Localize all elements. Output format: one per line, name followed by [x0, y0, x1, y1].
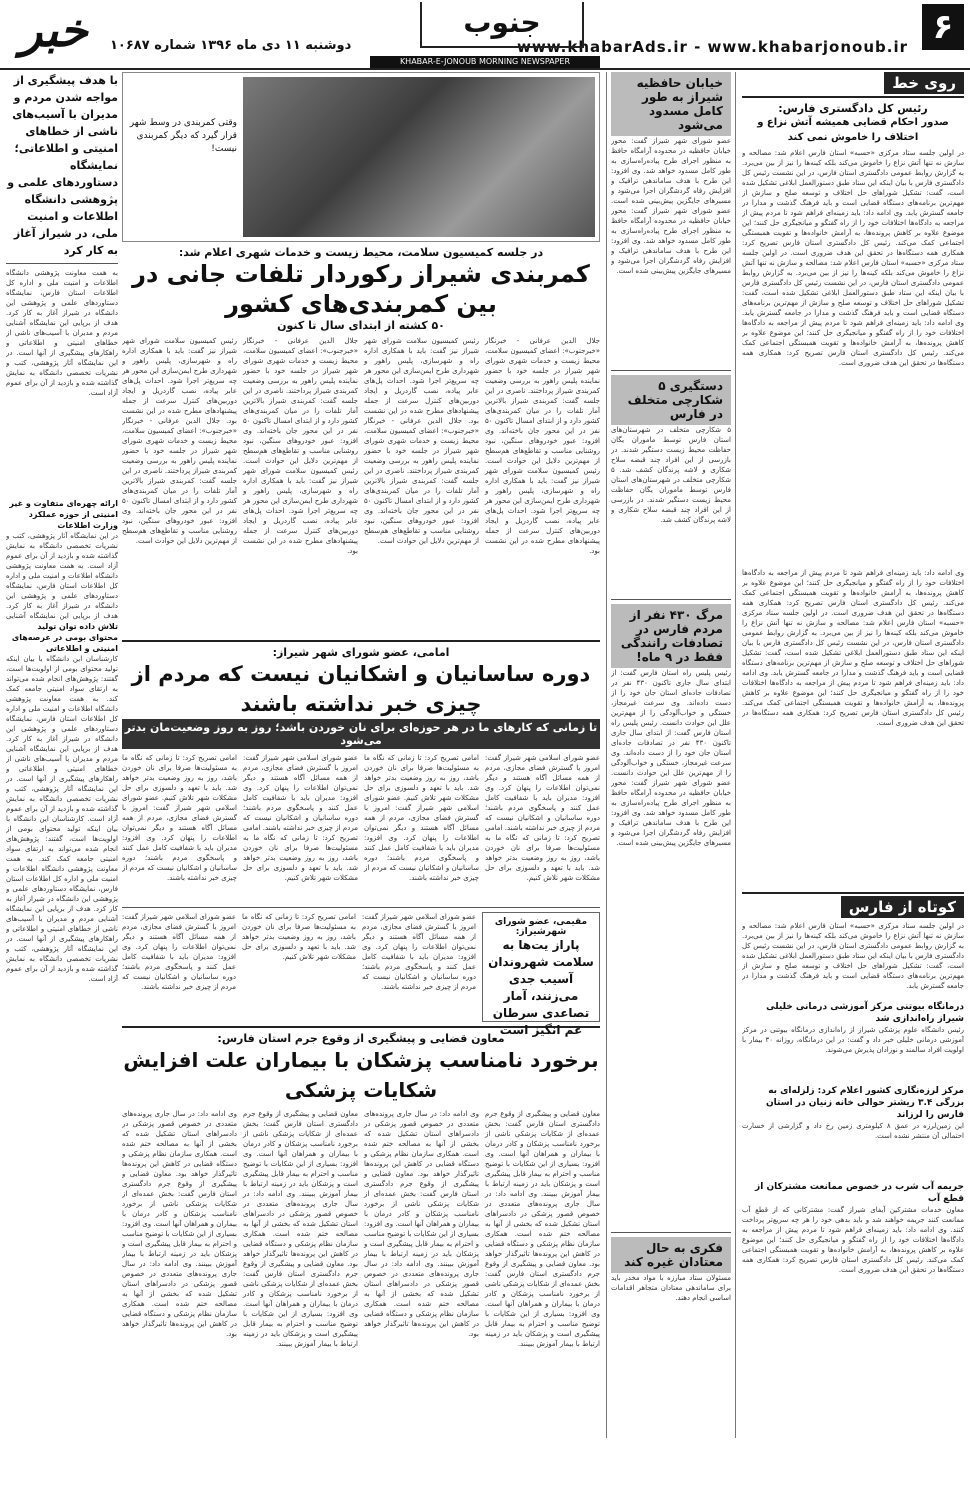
brief-body: این زمین‌لرزه در عمق ۸ کیلومتری زمین رخ داد و گزارشی از خسارت احتمالی آن منتشر نشده است. — [742, 1122, 964, 1140]
photo-caption: وقتی کمربندی در وسط شهر قرار گیرد که دیگر کمربندی نیست! — [129, 118, 237, 154]
story-headline: مرگ ۴۳۰ نفر از مردم فارس در تصادفات رانندگی فقط در ۹ ماه! — [611, 604, 731, 668]
story-body: کارشناسان این دانشگاه با بیان اینکه تولید محتوای بومی از اولویت‌ها است، گفتند: پژوهش‌های انجام شده می‌تواند به ارتقای سواد امنیتی جامعه کمک کند. به همت معاونت پژوهشی دانشگاه اطلاعات و امنیت ملی و اداره کل اطلاعات استان فارس، نمایشگاه دستاوردهای علمی و پژوهشی این دانشگاه در شیراز آغاز به کار کرد. هدف از برپایی این نمایشگاه آشنایی مردم و مدیران با آسیب‌های ناشی از خطاهای امنیتی و اطلاعاتی و راهکارهای پیشگیری از آنها است. در این نمایشگاه آثار پژوهشی، کتب و نشریات تخصصی دانشگاه به نمایش گذاشته شده و بازدید از آن برای عموم آزاد است. کارشناسان این دانشگاه با بیان اینکه تولید محتوای بومی از اولویت‌ها است، گفتند: پژوهش‌های انجام شده می‌تواند به ارتقای سواد امنیتی جامعه کمک کند. به همت معاونت پژوهشی دانشگاه اطلاعات و امنیت ملی و اداره کل اطلاعات استان فارس، نمایشگاه دستاوردهای علمی و پژوهشی این دانشگاه در شیراز آغاز به کار کرد. هدف از برپایی این نمایشگاه آشنایی مردم و مدیران با آسیب‌های ناشی از خطاهای امنیتی و اطلاعاتی و راهکارهای پیشگیری از آنها است. در این نمایشگاه آثار پژوهشی، کتب و نشریات تخصصی دانشگاه به نمایش گذاشته شده و بازدید از آن برای عموم آزاد است. — [6, 655, 118, 983]
story-headline: دستگیری ۵ شکارچی متخلف در فارس — [611, 375, 731, 425]
right-column: روی خط رئیس کل دادگستری فارس: صدور احکام قضایی همیشه آتش نزاع و اختلاف را خاموش نمی کند در اولین جلسه ستاد مرکزی «حسبه» استان فارس اعلام شد: مصالحه و سازش نه تنها آتش نزاع را خاموش می‌کند بلکه کینه‌ها را نیز از بین می‌برد. به گزارش روابط عمومی دادگستری استان فارس، در این نشست رئیس کل دادگستری فارس با بیان اینکه این ستاد طبق دستورالعمل ابلاغی تشکیل شده است، گفت: تشکیل شوراهای حل اختلاف و توسعه صلح و سازش از مهم‌ترین برنامه‌های دستگاه قضایی است و باید فرهنگ گذشت و مدارا در جامعه گسترش یابد. وی ادامه داد: باید زمینه‌ای فراهم شود تا مردم پیش از مراجعه به دادگاه‌ها اختلافات خود را از راه گفتگو و میانجیگری حل کنند؛ این موضوع علاوه بر کاهش پرونده‌ها، به آرامش خانواده‌ها و تقویت همبستگی اجتماعی کمک می‌کند. رئیس کل دادگستری استان فارس تصریح کرد: همکاری همه دستگاه‌ها در تحقق این هدف ضروری است. در اولین جلسه ستاد مرکزی «حسبه» استان فارس اعلام شد: مصالحه و سازش نه تنها آتش نزاع را خاموش می‌کند بلکه کینه‌ها را نیز از بین می‌برد. به گزارش روابط عمومی دادگستری استان فارس، در این نشست رئیس کل دادگستری فارس با بیان اینکه این ستاد طبق دستورالعمل ابلاغی تشکیل شده است، گفت: تشکیل شوراهای حل اختلاف و توسعه صلح و سازش از مهم‌ترین برنامه‌های دستگاه قضایی است و باید فرهنگ گذشت و مدارا در جامعه گسترش یابد. وی ادامه داد: باید زمینه‌ای فراهم شود تا مردم پیش از مراجعه به دادگاه‌ها اختلافات خود را از راه گفتگو و میانجیگری حل کنند؛ این موضوع علاوه بر کاهش پرونده‌ها، به آرامش خانواده‌ها و تقویت همبستگی اجتماعی کمک می‌کند. رئیس کل دادگستری استان فارس تصریح کرد: همکاری همه دستگاه‌ها در تحقق این هدف ضروری است. وی ادامه داد: باید زمینه‌ای فراهم شود تا مردم پیش از مراجعه به دادگاه‌ها اختلافات خود را از راه گفتگو و میانجیگری حل کنند؛ این موضوع علاوه بر کاهش پرونده‌ها، به آرامش خانواده‌ها و تقویت همبستگی اجتماعی کمک می‌کند. رئیس کل دادگستری استان فارس تصریح کرد: همکاری همه دستگاه‌ها در تحقق این هدف ضروری است. در اولین جلسه ستاد مرکزی «حسبه» استان فارس اعلام شد: مصالحه و سازش نه تنها آتش نزاع را خاموش می‌کند بلکه کینه‌ها را نیز از بین می‌برد. به گزارش روابط عمومی دادگستری استان فارس، در این نشست رئیس کل دادگستری فارس با بیان اینکه این ستاد طبق دستورالعمل ابلاغی تشکیل شده است، گفت: تشکیل شوراهای حل اختلاف و توسعه صلح و سازش از مهم‌ترین برنامه‌های دستگاه قضایی است و باید فرهنگ گذشت و مدارا در جامعه گسترش یابد. وی ادامه داد: باید زمینه‌ای فراهم شود تا مردم پیش از مراجعه به دادگاه‌ها اختلافات خود را از راه گفتگو و میانجیگری حل کنند؛ این موضوع علاوه بر کاهش پرونده‌ها، به آرامش خانواده‌ها و تقویت همبستگی اجتماعی کمک می‌کند. رئیس کل دادگستری استان فارس تصریح کرد: همکاری همه دستگاه‌ها در تحقق این هدف ضروری است. کوتاه از فارس در اولین جلسه ستاد مرکزی «حسبه» استان فارس اعلام شد: مصالحه و سازش نه تنها آتش نزاع را خاموش می‌کند بلکه کینه‌ها را نیز از بین می‌برد. به گزارش روابط عمومی دادگستری استان فارس، در این نشست رئیس کل دادگستری فارس با بیان اینکه این ستاد طبق دستورالعمل ابلاغی تشکیل شده است، گفت: تشکیل شوراهای حل اختلاف و توسعه صلح و سازش از مهم‌ترین برنامه‌های دستگاه قضایی است و باید فرهنگ گذشت و مدارا در جامعه گسترش یابد. درمانگاه بیوتنی مرکز آموزشی درمانی خلیلی شیراز راه‌اندازی شد رئیس دانشگاه علوم پزشکی شیراز از راه‌اندازی درمانگاه بیوتنی در مرکز آموزشی درمانی خلیلی خبر داد و گفت: در این درمانگاه، روزانه ۳۰ بیمار با اولویت افراد سالمند و نوزادان پذیرش می‌شوند. مرکز لرزه‌نگاری کشور اعلام کرد: زلزله‌ای به بزرگی ۳.۴ ریشتر حوالی خانه زنیان در استان فارس را لرزاند این زمین‌لرزه در عمق ۸ کیلومتری زمین رخ داد و گزارشی از خسارت احتمالی آن منتشر نشده است. جریمه آب شرب در خصوص ممانعت مشترکان از قطع آب معاون خدمات مشترکین آبفای شیراز گفت: مشترکانی که از قطع آب ممانعت کنند جریمه خواهند شد و باید بدهی خود را هر چه سریع‌تر پرداخت کنند. وی ادامه داد: باید زمینه‌ای فراهم شود تا مردم پیش از مراجعه به دادگاه‌ها اختلافات خود را از راه گفتگو و میانجیگری حل کنند؛ این موضوع علاوه بر کاهش پرونده‌ها، به آرامش خانواده‌ها و تقویت همبستگی اجتماعی کمک می‌کند. رئیس کل دادگستری استان فارس تصریح کرد: همکاری همه دستگاه‌ها در تحقق این هدف ضروری است. — [742, 72, 964, 1438]
story-headline: صدور احکام قضایی همیشه آتش نزاع و اختلاف را خاموش نمی کند — [757, 117, 949, 143]
pull-quote: پاراز یت‌ها به سلامت شهروندان آسیب جدی می‌زنند، آمار تصاعدی سرطان غم انگیز است — [488, 938, 594, 1037]
story-headline: خیابان حافظیه شیراز به طور کامل مسدود می‌شود — [611, 72, 731, 136]
story-kicker: رئیس کل دادگستری فارس: — [778, 102, 928, 115]
site-urls[interactable]: www.khabarAds.ir - www.khabarjonoub.ir — [517, 38, 908, 56]
brief-body: رئیس دانشگاه علوم پزشکی شیراز از راه‌اندازی درمانگاه بیوتنی در مرکز آموزشی درمانی خلیلی خبر داد و گفت: در این درمانگاه، روزانه ۳۰ بیمار با اولویت افراد سالمند و نوزادان پذیرش می‌شوند. — [742, 1026, 964, 1054]
brief-headline: مرکز لرزه‌نگاری کشور اعلام کرد: زلزله‌ای به بزرگی ۳.۴ ریشتر حوالی خانه زنیان در استان فارس را لرزاند — [765, 1086, 964, 1120]
newspaper-logo: خبر — [20, 3, 88, 57]
dateline: دوشنبه ۱۱ دی ماه ۱۳۹۶ شماره ۱۰۶۸۷ — [110, 38, 352, 53]
story-body-continued: وی ادامه داد: باید زمینه‌ای فراهم شود تا مردم پیش از مراجعه به دادگاه‌ها اختلافات خود را از راه گفتگو و میانجیگری حل کنند؛ این موضوع علاوه بر کاهش پرونده‌ها، به آرامش خانواده‌ها و تقویت همبستگی اجتماعی کمک می‌کند. رئیس کل دادگستری استان فارس تصریح کرد: همکاری همه دستگاه‌ها در تحقق این هدف ضروری است. در اولین جلسه ستاد مرکزی «حسبه» استان فارس اعلام شد: مصالحه و سازش نه تنها آتش نزاع را خاموش می‌کند بلکه کینه‌ها را نیز از بین می‌برد. به گزارش روابط عمومی دادگستری استان فارس، در این نشست رئیس کل دادگستری فارس با بیان اینکه این ستاد طبق دستورالعمل ابلاغی تشکیل شده است، گفت: تشکیل شوراهای حل اختلاف و توسعه صلح و سازش از مهم‌ترین برنامه‌های دستگاه قضایی است و باید فرهنگ گذشت و مدارا در جامعه گسترش یابد. وی ادامه داد: باید زمینه‌ای فراهم شود تا مردم پیش از مراجعه به دادگاه‌ها اختلافات خود را از راه گفتگو و میانجیگری حل کنند؛ این موضوع علاوه بر کاهش پرونده‌ها، به آرامش خانواده‌ها و تقویت همبستگی اجتماعی کمک می‌کند. رئیس کل دادگستری استان فارس تصریح کرد: همکاری همه دستگاه‌ها در تحقق این هدف ضروری است. — [742, 569, 964, 727]
story-kicker: امامی، عضو شورای شهر شیراز: — [272, 646, 450, 659]
story-body: عضو شورای شهر شیراز گفت: محور خیابان حافظیه در محدوده آرامگاه حافظ به منظور اجرای طرح پیاده‌راه‌سازی به طور کامل مسدود خواهد شد. وی افزود: این طرح با هدف ساماندهی ترافیک و افزایش رفاه گردشگران اجرا می‌شود و مسیرهای جایگزین پیش‌بینی شده است. عضو شورای شهر شیراز گفت: محور خیابان حافظیه در محدوده آرامگاه حافظ به منظور اجرای طرح پیاده‌راه‌سازی به طور کامل مسدود خواهد شد. وی افزود: این طرح با هدف ساماندهی ترافیک و افزایش رفاه گردشگران اجرا می‌شود و مسیرهای جایگزین پیش‌بینی شده است. — [611, 137, 731, 275]
story-headline: برخورد نامناسب پزشکان با بیماران علت افزایش شکایات پزشکی — [123, 1048, 599, 1102]
section-title: جنوب — [420, 2, 584, 48]
left-column — [6, 72, 118, 1438]
brief-body: معاون خدمات مشترکین آبفای شیراز گفت: مشترکانی که از قطع آب ممانعت کنند جریمه خواهند شد و باید بدهی خود را هر چه سریع‌تر پرداخت کنند. وی ادامه داد: باید زمینه‌ای فراهم شود تا مردم پیش از مراجعه به دادگاه‌ها اختلافات خود را از راه گفتگو و میانجیگری حل کنند؛ این موضوع علاوه بر کاهش پرونده‌ها، به آرامش خانواده‌ها و تقویت همبستگی اجتماعی کمک می‌کند. رئیس کل دادگستری استان فارس تصریح کرد: همکاری همه دستگاه‌ها در تحقق این هدف ضروری است. — [742, 1206, 964, 1274]
main-headline: کمربندی شیراز رکوردار تلفات جانی در بین کمربندی‌های کشور — [132, 260, 590, 318]
ruyekhat-box-title: روی خط — [884, 72, 964, 94]
story-body: رئیس پلیس راه استان فارس گفت: از ابتدای سال جاری تاکنون ۴۳۰ نفر در تصادفات جاده‌ای استان جان خود را از دست داده‌اند. وی سرعت غیرمجاز، خستگی و خواب‌آلودگی را از مهم‌ترین علل این حوادث دانست. رئیس پلیس راه استان فارس گفت: از ابتدای سال جاری تاکنون ۴۳۰ نفر در تصادفات جاده‌ای استان جان خود را از دست داده‌اند. وی سرعت غیرمجاز، خستگی و خواب‌آلودگی را از مهم‌ترین علل این حوادث دانست. عضو شورای شهر شیراز گفت: محور خیابان حافظیه در محدوده آرامگاه حافظ به منظور اجرای طرح پیاده‌راه‌سازی به طور کامل مسدود خواهد شد. وی افزود: این طرح با هدف ساماندهی ترافیک و افزایش رفاه گردشگران اجرا می‌شود و مسیرهای جایگزین پیش‌بینی شده است. — [611, 669, 731, 847]
story-subhead: ارائه چهره‌ای متفاوت و غیر امنیتی از حوزه عملکرد وزارت اطلاعات — [9, 499, 118, 530]
story-kicker: معاون قضایی و پیشگیری از وقوع جرم استان فارس: — [217, 1032, 505, 1045]
story-body: در اولین جلسه ستاد مرکزی «حسبه» استان فارس اعلام شد: مصالحه و سازش نه تنها آتش نزاع را خاموش می‌کند بلکه کینه‌ها را نیز از بین می‌برد. به گزارش روابط عمومی دادگستری استان فارس، در این نشست رئیس کل دادگستری فارس با بیان اینکه این ستاد طبق دستورالعمل ابلاغی تشکیل شده است، گفت: تشکیل شوراهای حل اختلاف و توسعه صلح و سازش از مهم‌ترین برنامه‌های دستگاه قضایی است و باید فرهنگ گذشت و مدارا در جامعه گسترش یابد. وی ادامه داد: باید زمینه‌ای فراهم شود تا مردم پیش از مراجعه به دادگاه‌ها اختلافات خود را از راه گفتگو و میانجیگری حل کنند؛ این موضوع علاوه بر کاهش پرونده‌ها، به آرامش خانواده‌ها و تقویت همبستگی اجتماعی کمک می‌کند. رئیس کل دادگستری استان فارس تصریح کرد: همکاری همه دستگاه‌ها در تحقق این هدف ضروری است. در اولین جلسه ستاد مرکزی «حسبه» استان فارس اعلام شد: مصالحه و سازش نه تنها آتش نزاع را خاموش می‌کند بلکه کینه‌ها را نیز از بین می‌برد. به گزارش روابط عمومی دادگستری استان فارس، در این نشست رئیس کل دادگستری فارس با بیان اینکه این ستاد طبق دستورالعمل ابلاغی تشکیل شده است، گفت: تشکیل شوراهای حل اختلاف و توسعه صلح و سازش از مهم‌ترین برنامه‌های دستگاه قضایی است و باید فرهنگ گذشت و مدارا در جامعه گسترش یابد. وی ادامه داد: باید زمینه‌ای فراهم شود تا مردم پیش از مراجعه به دادگاه‌ها اختلافات خود را از راه گفتگو و میانجیگری حل کنند؛ این موضوع علاوه بر کاهش پرونده‌ها، به آرامش خانواده‌ها و تقویت همبستگی اجتماعی کمک می‌کند. رئیس کل دادگستری استان فارس تصریح کرد: همکاری همه دستگاه‌ها در تحقق این هدف ضروری است. — [742, 149, 964, 367]
middle-column — [606, 72, 736, 1438]
story-body: در این نمایشگاه آثار پژوهشی، کتب و نشریات تخصصی دانشگاه به نمایش گذاشته شده و بازدید از آن برای عموم آزاد است. به همت معاونت پژوهشی دانشگاه اطلاعات و امنیت ملی و اداره کل اطلاعات استان فارس، نمایشگاه دستاوردهای علمی و پژوهشی این دانشگاه در شیراز آغاز به کار کرد. هدف از برپایی این نمایشگاه آشنایی — [6, 532, 118, 620]
masthead-banner: KHABAR-E-JONOUB MORNING NEWSPAPER — [370, 56, 600, 68]
story-subheadline: تا زمانی که کارهای ما در هر حوزه‌ای برای نان خوردن باشد؛ روز به روز وضعیت‌مان بدتر می‌شود — [122, 719, 600, 749]
story-headline: دوره ساسانیان و اشکانیان نیست که مردم از چیزی خبر نداشته باشند — [131, 662, 591, 716]
brief-headline: درمانگاه بیوتنی مرکز آموزشی درمانی خلیلی شیراز راه‌اندازی شد — [766, 1002, 964, 1024]
quote-kicker: مقیمی، عضو شورای شهرشیراز: — [494, 917, 588, 937]
story-body: مسئولان ستاد مبارزه با مواد مخدر باید برای ساماندهی معتادان متجاهر اقدامات اساسی انجام دهند. — [611, 1274, 731, 1302]
story-headline: فکری به حال معتادان غیره کند — [611, 1237, 731, 1273]
story-body: به همت معاونت پژوهشی دانشگاه اطلاعات و امنیت ملی و اداره کل اطلاعات استان فارس، نمایشگاه دستاوردهای علمی و پژوهشی این دانشگاه در شیراز آغاز به کار کرد. هدف از برپایی این نمایشگاه آشنایی مردم و مدیران با آسیب‌های ناشی از خطاهای امنیتی و اطلاعاتی و راهکارهای پیشگیری از آنها است. در این نمایشگاه آثار پژوهشی، کتب و نشریات تخصصی دانشگاه به نمایش گذاشته شده و بازدید از آن برای عموم آزاد است. — [6, 269, 118, 397]
masthead — [0, 0, 970, 70]
story-kicker: در جلسه کمیسیون سلامت، محیط زیست و خدمات شهری اعلام شد: — [178, 246, 544, 259]
brief-headline: جریمه آب شرب در خصوص ممانعت مشترکان از قطع آب — [755, 1182, 964, 1204]
story-subhead: تلاش داده توان تولید محتوای بومی در عرصه‌های امنیتی و اطلاعاتی — [11, 622, 118, 653]
story-headline: با هدف پیشگیری از مواجه شدن مردم و مدیران با آسیب‌های ناشی از خطاهای امنیتی و اطلاعاتی؛ نمایشگاه دستاوردهای علمی و پژوهشی دانشگاه اطلاعات و امنیت ملی، در شیراز آغاز به کار کرد — [7, 74, 118, 257]
page-number: ۶ — [922, 4, 964, 50]
story-subheadline: ۵۰ کشته از ابتدای سال تا کنون — [277, 319, 445, 332]
main-area: وقتی کمربندی در وسط شهر قرار گیرد که دیگر کمربندی نیست! در جلسه کمیسیون سلامت، محیط زیست و خدمات شهری اعلام شد: کمربندی شیراز رکوردار تلفات جانی در بین کمربندی‌های کشور ۵۰ کشته از ابتدای سال تا کنون جلال الدین عرفانی - خبرنگار «خبرجنوب»: اعضای کمیسیون سلامت، محیط زیست و خدمات شهری شورای شهر شیراز در جلسه خود با حضور نماینده پلیس راهور به بررسی وضعیت کمربندی شیراز پرداختند. ناصری در این جلسه گفت: کمربندی شیراز بالاترین آمار تلفات را در میان کمربندی‌های کشور دارد و از ابتدای امسال تاکنون ۵۰ نفر در این محور جان باخته‌اند. وی افزود: عبور خودروهای سنگین، نبود روشنایی مناسب و تقاطع‌های هم‌سطح از مهم‌ترین دلایل این حوادث است. رئیس کمیسیون سلامت شورای شهر شیراز نیز گفت: باید با همکاری اداره راه و شهرسازی، پلیس راهور و شهرداری طرح ایمن‌سازی این محور هر چه سریع‌تر اجرا شود. احداث پل‌های عابر پیاده، نصب گاردریل و ایجاد دوربین‌های کنترل سرعت از جمله پیشنهادهای مطرح شده در این نشست بود. رئیس کمیسیون سلامت شورای شهر شیراز نیز گفت: باید با همکاری اداره راه و شهرسازی، پلیس راهور و شهرداری طرح ایمن‌سازی این محور هر چه سریع‌تر اجرا شود. احداث پل‌های عابر پیاده، نصب گاردریل و ایجاد دوربین‌های کنترل سرعت از جمله پیشنهادهای مطرح شده در این نشست بود. جلال الدین عرفانی - خبرنگار «خبرجنوب»: اعضای کمیسیون سلامت، محیط زیست و خدمات شهری شورای شهر شیراز در جلسه خود با حضور نماینده پلیس راهور به بررسی وضعیت کمربندی شیراز پرداختند. ناصری در این جلسه گفت: کمربندی شیراز بالاترین آمار تلفات را در میان کمربندی‌های کشور دارد و از ابتدای امسال تاکنون ۵۰ نفر در این محور جان باخته‌اند. وی افزود: عبور خودروهای سنگین، نبود روشنایی مناسب و تقاطع‌های هم‌سطح از مهم‌ترین دلایل این حوادث است. جلال الدین عرفانی - خبرنگار «خبرجنوب»: اعضای کمیسیون سلامت، محیط زیست و خدمات شهری شورای شهر شیراز در جلسه خود با حضور نماینده پلیس راهور به بررسی وضعیت کمربندی شیراز پرداختند. ناصری در این جلسه گفت: کمربندی شیراز بالاترین آمار تلفات را در میان کمربندی‌های کشور دارد و از ابتدای امسال تاکنون ۵۰ نفر در این محور جان باخته‌اند. وی افزود: عبور خودروهای سنگین، نبود روشنایی مناسب و تقاطع‌های هم‌سطح از مهم‌ترین دلایل این حوادث است. رئیس کمیسیون سلامت شورای شهر شیراز نیز گفت: باید با همکاری اداره راه و شهرسازی، پلیس راهور و شهرداری طرح ایمن‌سازی این محور هر چه سریع‌تر اجرا شود. احداث پل‌های عابر پیاده، نصب گاردریل و ایجاد دوربین‌های کنترل سرعت از جمله پیشنهادهای مطرح شده در این نشست بود. رئیس کمیسیون سلامت شورای شهر شیراز نیز گفت: باید با همکاری اداره راه و شهرسازی، پلیس راهور و شهرداری طرح ایمن‌سازی این محور هر چه سریع‌تر اجرا شود. احداث پل‌های عابر پیاده، نصب گاردریل و ایجاد دوربین‌های کنترل سرعت از جمله پیشنهادهای مطرح شده در این نشست بود. جلال الدین عرفانی - خبرنگار «خبرجنوب»: اعضای کمیسیون سلامت، محیط زیست و خدمات شهری شورای شهر شیراز در جلسه خود با حضور نماینده پلیس راهور به بررسی وضعیت کمربندی شیراز پرداختند. ناصری در این جلسه گفت: کمربندی شیراز بالاترین آمار تلفات را در میان کمربندی‌های کشور دارد و از ابتدای امسال تاکنون ۵۰ نفر در این محور جان باخته‌اند. وی افزود: عبور خودروهای سنگین، نبود روشنایی مناسب و تقاطع‌های هم‌سطح از مهم‌ترین دلایل این حوادث است. امامی، عضو شورای شهر شیراز: دوره ساسانیان و اشکانیان نیست که مردم از چیزی خبر نداشته باشند تا زمانی که کارهای ما در هر حوزه‌ای برای نان خوردن باشد؛ روز به روز وضعیت‌مان بدتر می‌شود عضو شورای اسلامی شهر شیراز گفت: امروز با گسترش فضای مجازی، مردم از همه مسائل آگاه هستند و دیگر نمی‌توان اطلاعات را پنهان کرد. وی افزود: مدیران باید با شفافیت کامل عمل کنند و پاسخگوی مردم باشند؛ دوره ساسانیان و اشکانیان نیست که مردم از چیزی خبر نداشته باشند. امامی تصریح کرد: تا زمانی که نگاه ما به مسئولیت‌ها صرفا برای نان خوردن باشد، روز به روز وضعیت بدتر خواهد شد. باید با تعهد و دلسوزی برای حل مشکلات شهر تلاش کنیم. امامی تصریح کرد: تا زمانی که نگاه ما به مسئولیت‌ها صرفا برای نان خوردن باشد، روز به روز وضعیت بدتر خواهد شد. باید با تعهد و دلسوزی برای حل مشکلات شهر تلاش کنیم. عضو شورای اسلامی شهر شیراز گفت: امروز با گسترش فضای مجازی، مردم از همه مسائل آگاه هستند و دیگر نمی‌توان اطلاعات را پنهان کرد. وی افزود: مدیران باید با شفافیت کامل عمل کنند و پاسخگوی مردم باشند؛ دوره ساسانیان و اشکانیان نیست که مردم از چیزی خبر نداشته باشند. عضو شورای اسلامی شهر شیراز گفت: امروز با گسترش فضای مجازی، مردم از همه مسائل آگاه هستند و دیگر نمی‌توان اطلاعات را پنهان کرد. وی افزود: مدیران باید با شفافیت کامل عمل کنند و پاسخگوی مردم باشند؛ دوره ساسانیان و اشکانیان نیست که مردم از چیزی خبر نداشته باشند. امامی تصریح کرد: تا زمانی که نگاه ما به مسئولیت‌ها صرفا برای نان خوردن باشد، روز به روز وضعیت بدتر خواهد شد. باید با تعهد و دلسوزی برای حل مشکلات شهر تلاش کنیم. امامی تصریح کرد: تا زمانی که نگاه ما به مسئولیت‌ها صرفا برای نان خوردن باشد، روز به روز وضعیت بدتر خواهد شد. باید با تعهد و دلسوزی برای حل مشکلات شهر تلاش کنیم. عضو شورای اسلامی شهر شیراز گفت: امروز با گسترش فضای مجازی، مردم از همه مسائل آگاه هستند و دیگر نمی‌توان اطلاعات را پنهان کرد. وی افزود: مدیران باید با شفافیت کامل عمل کنند و پاسخگوی مردم باشند؛ دوره ساسانیان و اشکانیان نیست که مردم از چیزی خبر نداشته باشند. مقیمی، عضو شورای شهرشیراز: پاراز یت‌ها به سلامت شهروندان آسیب جدی می‌زنند، آمار تصاعدی سرطان غم انگیز است عضو شورای اسلامی شهر شیراز گفت: امروز با گسترش فضای مجازی، مردم از همه مسائل آگاه هستند و دیگر نمی‌توان اطلاعات را پنهان کرد. وی افزود: مدیران باید با شفافیت کامل عمل کنند و پاسخگوی مردم باشند؛ دوره ساسانیان و اشکانیان نیست که مردم از چیزی خبر نداشته باشند. امامی تصریح کرد: تا زمانی که نگاه ما به مسئولیت‌ها صرفا برای نان خوردن باشد، روز به روز وضعیت بدتر خواهد شد. باید با تعهد و دلسوزی برای حل مشکلات شهر تلاش کنیم. عضو شورای اسلامی شهر شیراز گفت: امروز با گسترش فضای مجازی، مردم از همه مسائل آگاه هستند و دیگر نمی‌توان اطلاعات را پنهان کرد. وی افزود: مدیران باید با شفافیت کامل عمل کنند و پاسخگوی مردم باشند؛ دوره ساسانیان و اشکانیان نیست که مردم از چیزی خبر نداشته باشند. معاون قضایی و پیشگیری از وقوع جرم استان فارس: برخورد نامناسب پزشکان با بیماران علت افزایش شکایات پزشکی معاون قضایی و پیشگیری از وقوع جرم دادگستری استان فارس گفت: بخش عمده‌ای از شکایات پزشکی ناشی از برخورد نامناسب پزشکان و کادر درمان با بیماران و همراهان آنها است. وی افزود: بسیاری از این شکایات با توضیح مناسب و احترام به بیمار قابل پیشگیری است و پزشکان باید در زمینه ارتباط با بیمار آموزش ببینند. وی ادامه داد: در سال جاری پرونده‌های متعددی در خصوص قصور پزشکی در دادسراهای استان تشکیل شده که بخشی از آنها به مصالحه ختم شده است. همکاری سازمان نظام پزشکی و دستگاه قضایی در کاهش این پرونده‌ها تاثیرگذار خواهد بود. معاون قضایی و پیشگیری از وقوع جرم دادگستری استان فارس گفت: بخش عمده‌ای از شکایات پزشکی ناشی از برخورد نامناسب پزشکان و کادر درمان با بیماران و همراهان آنها است. وی افزود: بسیاری از این شکایات با توضیح مناسب و احترام به بیمار قابل پیشگیری است و پزشکان باید در زمینه ارتباط با بیمار آموزش ببینند. وی ادامه داد: در سال جاری پرونده‌های متعددی در خصوص قصور پزشکی در دادسراهای استان تشکیل شده که بخشی از آنها به مصالحه ختم شده است. همکاری سازمان نظام پزشکی و دستگاه قضایی در کاهش این پرونده‌ها تاثیرگذار خواهد بود. معاون قضایی و پیشگیری از وقوع جرم دادگستری استان فارس گفت: بخش عمده‌ای از شکایات پزشکی ناشی از برخورد نامناسب پزشکان و کادر درمان با بیماران و همراهان آنها است. وی افزود: بسیاری از این شکایات با توضیح مناسب و احترام به بیمار قابل پیشگیری است و پزشکان باید در زمینه ارتباط با بیمار آموزش ببینند. وی ادامه داد: در سال جاری پرونده‌های متعددی در خصوص قصور پزشکی در دادسراهای استان تشکیل شده که بخشی از آنها به مصالحه ختم شده است. همکاری سازمان نظام پزشکی و دستگاه قضایی در کاهش این پرونده‌ها تاثیرگذار خواهد بود. معاون قضایی و پیشگیری از وقوع جرم دادگستری استان فارس گفت: بخش عمده‌ای از شکایات پزشکی ناشی از برخورد نامناسب پزشکان و کادر درمان با بیماران و همراهان آنها است. وی افزود: بسیاری از این شکایات با توضیح مناسب و احترام به بیمار قابل پیشگیری است و پزشکان باید در زمینه ارتباط با بیمار آموزش ببینند. وی ادامه داد: در سال جاری پرونده‌های متعددی در خصوص قصور پزشکی در دادسراهای استان تشکیل شده که بخشی از آنها به مصالحه ختم شده است. همکاری سازمان نظام پزشکی و دستگاه قضایی در کاهش این پرونده‌ها تاثیرگذار خواهد بود. معاون قضایی و پیشگیری از وقوع جرم دادگستری استان فارس گفت: بخش عمده‌ای از شکایات پزشکی ناشی از برخورد نامناسب پزشکان و کادر درمان با بیماران و همراهان آنها است. وی افزود: بسیاری از این شکایات با توضیح مناسب و احترام به بیمار قابل پیشگیری است و پزشکان باید در زمینه ارتباط با بیمار آموزش ببینند. وی ادامه داد: در سال جاری پرونده‌های متعددی در خصوص قصور پزشکی در دادسراهای استان تشکیل شده که بخشی از آنها به مصالحه ختم شده است. همکاری سازمان نظام پزشکی و دستگاه قضایی در کاهش این پرونده‌ها تاثیرگذار خواهد بود. معاون قضایی و پیشگیری از وقوع جرم دادگستری استان فارس گفت: بخش عمده‌ای از شکایات پزشکی ناشی از برخورد نامناسب پزشکان و کادر درمان با بیماران و همراهان آنها است. وی افزود: بسیاری از این شکایات با توضیح مناسب و احترام به بیمار قابل پیشگیری است و پزشکان باید در زمینه ارتباط با بیمار آموزش ببینند. وی ادامه داد: در سال جاری پرونده‌های متعددی در خصوص قصور پزشکی در دادسراهای استان تشکیل شده که بخشی از آنها به مصالحه ختم شده است. همکاری سازمان نظام پزشکی و دستگاه قضایی در کاهش این پرونده‌ها تاثیرگذار خواهد بود. — [122, 72, 600, 1438]
kootah-box-title: کوتاه از فارس — [841, 896, 964, 918]
meeting-photo — [243, 77, 595, 237]
story-body: ۵ شکارچی متخلف در شهرستان‌های استان فارس توسط ماموران یگان حفاظت محیط زیست دستگیر شدند. در بازرسی از این افراد چند قبضه سلاح شکاری و لاشه پرندگان کشف شد. ۵ شکارچی متخلف در شهرستان‌های استان فارس توسط ماموران یگان حفاظت محیط زیست دستگیر شدند. در بازرسی از این افراد چند قبضه سلاح شکاری و لاشه پرندگان کشف شد. — [611, 426, 731, 524]
